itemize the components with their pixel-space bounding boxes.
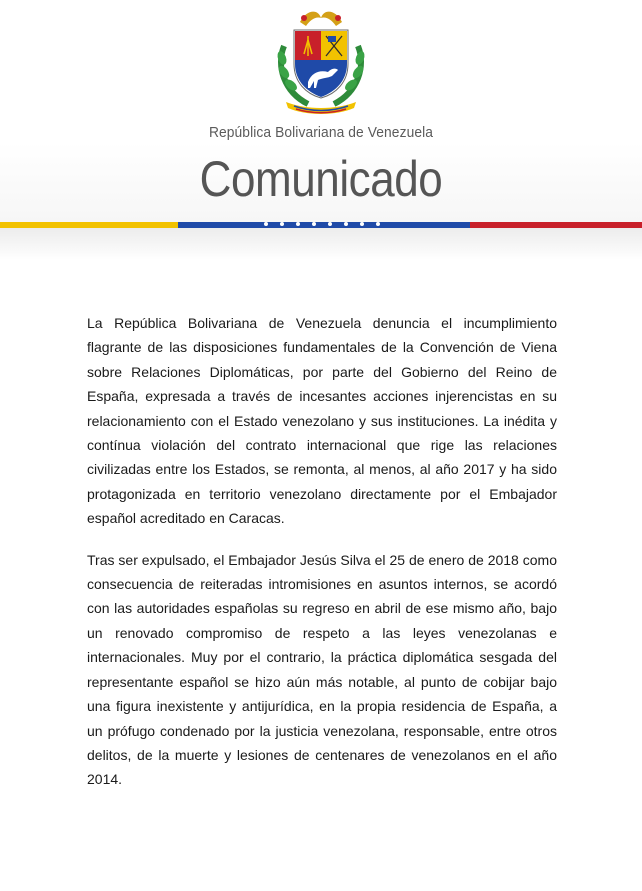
flag-stars	[248, 218, 394, 232]
star-icon	[360, 222, 364, 226]
paragraph: Tras ser expulsado, el Embajador Jesús Silva el 25 de enero de 2018 como consecuencia de reiteradas intromisiones en asuntos internos, se acordó con las autoridades españolas su regreso en abril de ese mismo año, bajo un renovado compromiso de respeto a las leyes venezolanas e internacionales. Muy por el contrario, la práctica diplomática sesgada del representante español se hizo aún más notable, al punto de cobijar bajo una figura inexistente y antijurídica, en la propia residencia de España, a un prófugo condenado por la justicia venezolana, responsable, entre otros delitos, de la muerte y lesiones de centenares de venezolanos en el año 2014.	[87, 551, 557, 788]
star-icon	[280, 222, 284, 226]
document-title: Comunicado	[199, 151, 443, 207]
republic-name: República Bolivariana de Venezuela	[208, 124, 434, 141]
star-icon	[344, 222, 348, 226]
star-icon	[376, 222, 380, 226]
paragraph: La República Bolivariana de Venezuela denuncia el incumplimiento flagrante de las disposiciones fundamentales de la Convención de Viena sobre Relaciones Diplomáticas, por parte del Gobierno del Reino de España, expresada a través de incesantes acciones injerencistas en su relacionamiento con el Estado venezolano y sus instituciones. La inédita y contínua violación del contrato internacional que rige las relaciones civilizadas entre los Estados, se remonta, al menos, al año 2017 y ha sido protagonizada en territorio venezolano directamente por el Embajador español acreditado en Caracas.	[87, 315, 557, 527]
flag-stripe-red	[470, 222, 642, 228]
star-icon	[296, 222, 300, 226]
communique-body	[87, 311, 557, 809]
star-icon	[312, 222, 316, 226]
coat-of-arms-icon	[266, 6, 376, 116]
star-icon	[328, 222, 332, 226]
header-shadow	[0, 228, 642, 260]
flag-stripe-yellow	[0, 222, 178, 228]
star-icon	[264, 222, 268, 226]
